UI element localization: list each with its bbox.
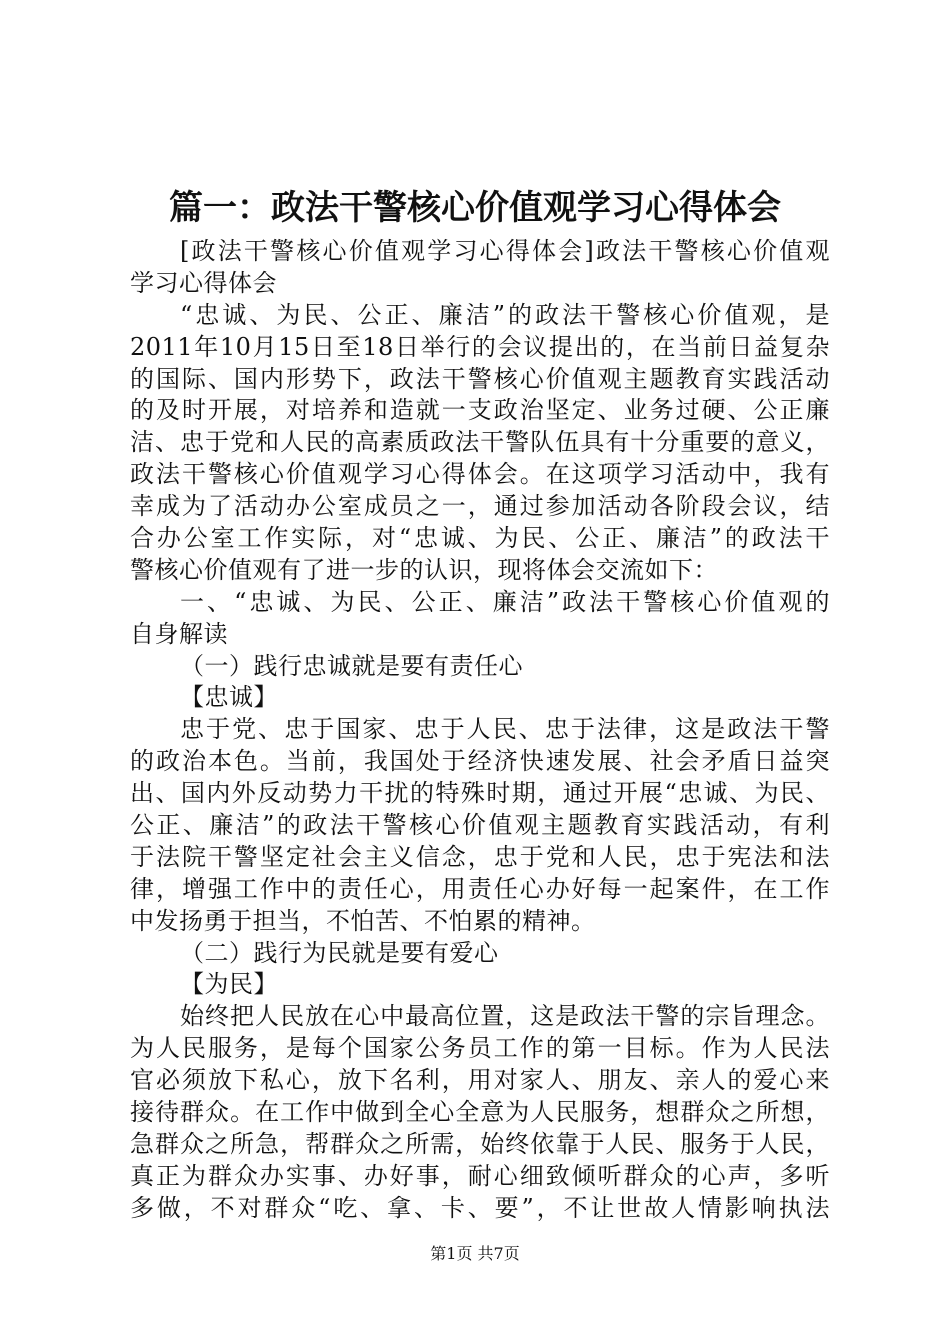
text-line: 为人民服务，是每个国家公务员工作的第一目标。作为人民法	[130, 1034, 830, 1063]
text-line: 警核心价值观有了进一步的认识，现将体会交流如下：	[130, 555, 718, 584]
subsection-heading: （二）践行为民就是要有爱心	[180, 938, 499, 967]
document-title: 篇一：政法干警核心价值观学习心得体会	[169, 188, 781, 228]
text-line: 中发扬勇于担当，不怕苦、不怕累的精神。	[130, 906, 596, 935]
text-line: 真正为群众办实事、办好事，耐心细致倾听群众的心声，多听	[130, 1161, 830, 1190]
text-line: 官必须放下私心，放下名利，用对家人、朋友、亲人的爱心来	[130, 1066, 830, 1095]
text-line: [政法干警核心价值观学习心得体会]政法干警核心价值观	[180, 237, 830, 265]
text-line: 律，增强工作中的责任心，用责任心办好每一起案件，在工作	[130, 874, 830, 903]
text-line: 幸成为了活动办公室成员之一，通过参加活动各阶段会议，结	[130, 492, 830, 521]
document-body	[130, 236, 830, 1225]
section-heading: 一、“忠诚、为民、公正、廉洁”政法干警核心价值观的	[180, 587, 830, 616]
text-line: 政法干警核心价值观学习心得体会。在这项学习活动中，我有	[130, 460, 830, 489]
text-line: 始终把人民放在心中最高位置，这是政法干警的宗旨理念。	[180, 1002, 830, 1031]
text-line: 合办公室工作实际，对“忠诚、为民、公正、廉洁”的政法干	[130, 524, 830, 553]
text-line: 的政治本色。当前，我国处于经济快速发展、社会矛盾日益突	[130, 747, 830, 776]
text-line: “忠诚、为民、公正、廉洁”的政法干警核心价值观，是	[180, 300, 830, 329]
text-line: 出、国内外反动势力干扰的特殊时期，通过开展“忠诚、为民、	[130, 779, 830, 808]
section-heading: 自身解读	[130, 619, 228, 648]
text-line: 忠于党、忠于国家、忠于人民、忠于法律，这是政法干警	[180, 715, 830, 744]
text-line: 多做，不对群众“吃、拿、卡、要”，不让世故人情影响执法	[130, 1193, 830, 1222]
text-line: 公正、廉洁”的政法干警核心价值观主题教育实践活动，有利	[130, 811, 830, 840]
text-line: 接待群众。在工作中做到全心全意为人民服务，想群众之所想，	[130, 1098, 830, 1127]
text-line: 的及时开展，对培养和造就一支政治坚定、业务过硬、公正廉	[130, 396, 830, 425]
text-line: 急群众之所急，帮群众之所需，始终依靠于人民、服务于人民，	[130, 1129, 830, 1158]
subsection-heading: （一）践行忠诚就是要有责任心	[180, 651, 523, 680]
text-line: 洁、忠于党和人民的高素质政法干警队伍具有十分重要的意义，	[130, 428, 830, 457]
text-line: 的国际、国内形势下，政法干警核心价值观主题教育实践活动	[130, 364, 830, 393]
subsection-label: 【为民】	[180, 970, 278, 999]
text-line: 学习心得体会	[130, 268, 277, 297]
subsection-label: 【忠诚】	[180, 683, 278, 712]
page-footer: 第1页 共7页	[430, 1244, 520, 1263]
text-line: 2011年10月15日至18日举行的会议提出的，在当前日益复杂	[130, 332, 830, 361]
text-line: 于法院干警坚定社会主义信念，忠于党和人民，忠于宪法和法	[130, 842, 830, 871]
